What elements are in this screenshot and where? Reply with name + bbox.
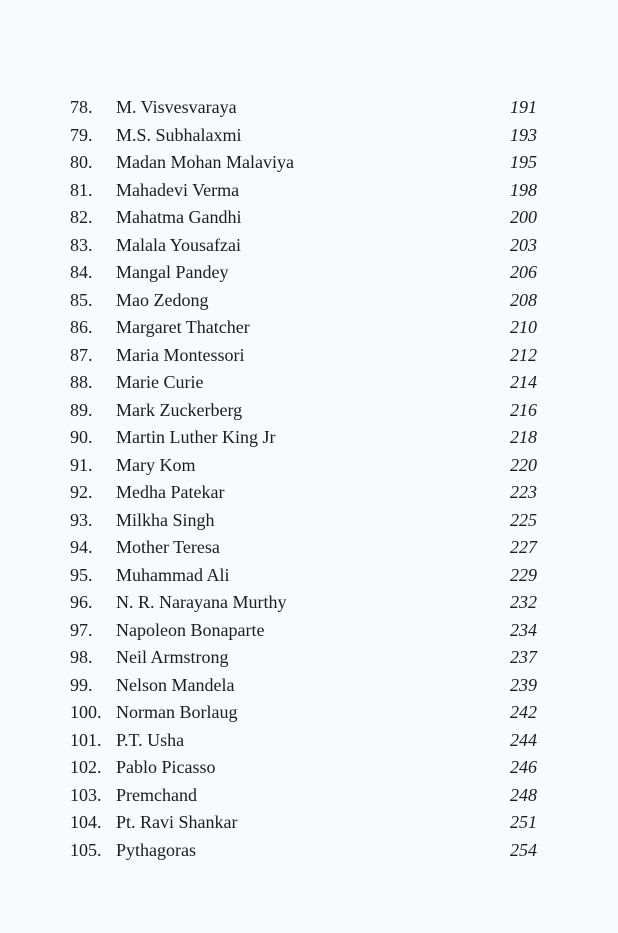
toc-entry — [0, 617, 618, 645]
toc-entry — [0, 314, 618, 342]
toc-entry — [0, 452, 618, 480]
entry-number: 105. — [70, 839, 102, 860]
toc-entry — [0, 204, 618, 232]
entry-number: 104. — [70, 812, 102, 832]
entry-number: 90. — [70, 427, 93, 447]
entry-title: Medha Patekar — [116, 482, 225, 502]
entry-page-number: 246 — [510, 757, 537, 777]
toc-entry — [0, 754, 618, 782]
toc-entry — [0, 149, 618, 177]
toc-entry — [0, 809, 618, 837]
entry-number: 88. — [70, 372, 93, 392]
entry-title: M.S. Subhalaxmi — [116, 124, 242, 145]
entry-number: 98. — [70, 647, 93, 667]
entry-number: 89. — [70, 399, 93, 420]
entry-title: Mao Zedong — [116, 289, 209, 310]
entry-page-number: 254 — [510, 839, 537, 860]
entry-page-number: 244 — [510, 729, 537, 750]
entry-title: P.T. Usha — [116, 729, 185, 750]
entry-number: 85. — [70, 289, 93, 310]
entry-title: Premchand — [116, 784, 197, 805]
entry-title: Mangal Pandey — [116, 262, 229, 282]
toc-entry — [0, 177, 618, 205]
entry-title: Madan Mohan Malaviya — [116, 152, 294, 172]
toc-entry — [0, 672, 618, 700]
entry-number: 96. — [70, 592, 93, 612]
toc-entry — [0, 232, 618, 260]
entry-title: Martin Luther King Jr — [116, 427, 276, 447]
entry-number: 78. — [70, 97, 93, 117]
entry-page-number: 214 — [510, 372, 537, 392]
entry-title: Marie Curie — [116, 372, 204, 392]
entry-page-number: 242 — [510, 702, 537, 722]
entry-page-number: 195 — [510, 152, 537, 172]
entry-title: Mary Kom — [116, 454, 196, 475]
entry-number: 95. — [70, 564, 93, 585]
entry-number: 79. — [70, 124, 93, 145]
entry-page-number: 225 — [510, 509, 537, 530]
toc-entry — [0, 562, 618, 590]
toc-entry — [0, 699, 618, 727]
toc-entry — [0, 727, 618, 755]
entry-title: Norman Borlaug — [116, 702, 238, 722]
entry-number: 101. — [70, 729, 102, 750]
toc-entry — [0, 259, 618, 287]
entry-page-number: 239 — [510, 674, 537, 695]
table-of-contents — [0, 94, 618, 864]
entry-number: 82. — [70, 207, 93, 227]
toc-entry — [0, 479, 618, 507]
entry-page-number: 203 — [510, 234, 537, 255]
entry-page-number: 191 — [510, 97, 537, 117]
entry-title: Pt. Ravi Shankar — [116, 812, 238, 832]
entry-page-number: 200 — [510, 207, 537, 227]
entry-number: 86. — [70, 317, 93, 337]
entry-title: Napoleon Bonaparte — [116, 619, 265, 640]
entry-page-number: 208 — [510, 289, 537, 310]
toc-entry — [0, 507, 618, 535]
entry-number: 91. — [70, 454, 93, 475]
toc-entry — [0, 94, 618, 122]
entry-page-number: 198 — [510, 179, 537, 200]
entry-page-number: 251 — [510, 812, 537, 832]
entry-number: 84. — [70, 262, 93, 282]
entry-page-number: 218 — [510, 427, 537, 447]
entry-page-number: 227 — [510, 537, 537, 557]
entry-page-number: 210 — [510, 317, 537, 337]
entry-page-number: 223 — [510, 482, 537, 502]
toc-entry — [0, 397, 618, 425]
entry-page-number: 229 — [510, 564, 537, 585]
entry-page-number: 216 — [510, 399, 537, 420]
entry-title: Mark Zuckerberg — [116, 399, 243, 420]
entry-page-number: 220 — [510, 454, 537, 475]
toc-entry — [0, 589, 618, 617]
entry-title: Muhammad Ali — [116, 564, 230, 585]
entry-number: 100. — [70, 702, 102, 722]
toc-entry — [0, 782, 618, 810]
toc-entry — [0, 342, 618, 370]
toc-entry — [0, 369, 618, 397]
entry-title: Mother Teresa — [116, 537, 220, 557]
entry-number: 92. — [70, 482, 93, 502]
entry-number: 103. — [70, 784, 102, 805]
entry-number: 80. — [70, 152, 93, 172]
entry-title: Mahatma Gandhi — [116, 207, 242, 227]
entry-title: Nelson Mandela — [116, 674, 235, 695]
entry-number: 83. — [70, 234, 93, 255]
entry-title: Pablo Picasso — [116, 757, 216, 777]
entry-title: Milkha Singh — [116, 509, 215, 530]
toc-entry — [0, 534, 618, 562]
entry-page-number: 212 — [510, 344, 537, 365]
entry-page-number: 248 — [510, 784, 537, 805]
entry-page-number: 237 — [510, 647, 537, 667]
entry-page-number: 206 — [510, 262, 537, 282]
entry-page-number: 234 — [510, 619, 537, 640]
entry-page-number: 193 — [510, 124, 537, 145]
entry-number: 81. — [70, 179, 93, 200]
entry-title: M. Visvesvaraya — [116, 97, 237, 117]
entry-number: 94. — [70, 537, 93, 557]
entry-title: Mahadevi Verma — [116, 179, 240, 200]
entry-number: 97. — [70, 619, 93, 640]
entry-title: Maria Montessori — [116, 344, 245, 365]
entry-page-number: 232 — [510, 592, 537, 612]
entry-title: N. R. Narayana Murthy — [116, 592, 287, 612]
toc-entry — [0, 644, 618, 672]
entry-title: Pythagoras — [116, 839, 196, 860]
entry-number: 93. — [70, 509, 93, 530]
entry-number: 87. — [70, 344, 93, 365]
toc-entry — [0, 837, 618, 865]
entry-number: 99. — [70, 674, 93, 695]
entry-title: Neil Armstrong — [116, 647, 229, 667]
toc-entry — [0, 122, 618, 150]
toc-entry — [0, 424, 618, 452]
entry-title: Malala Yousafzai — [116, 234, 241, 255]
entry-number: 102. — [70, 757, 102, 777]
entry-title: Margaret Thatcher — [116, 317, 250, 337]
toc-entry — [0, 287, 618, 315]
